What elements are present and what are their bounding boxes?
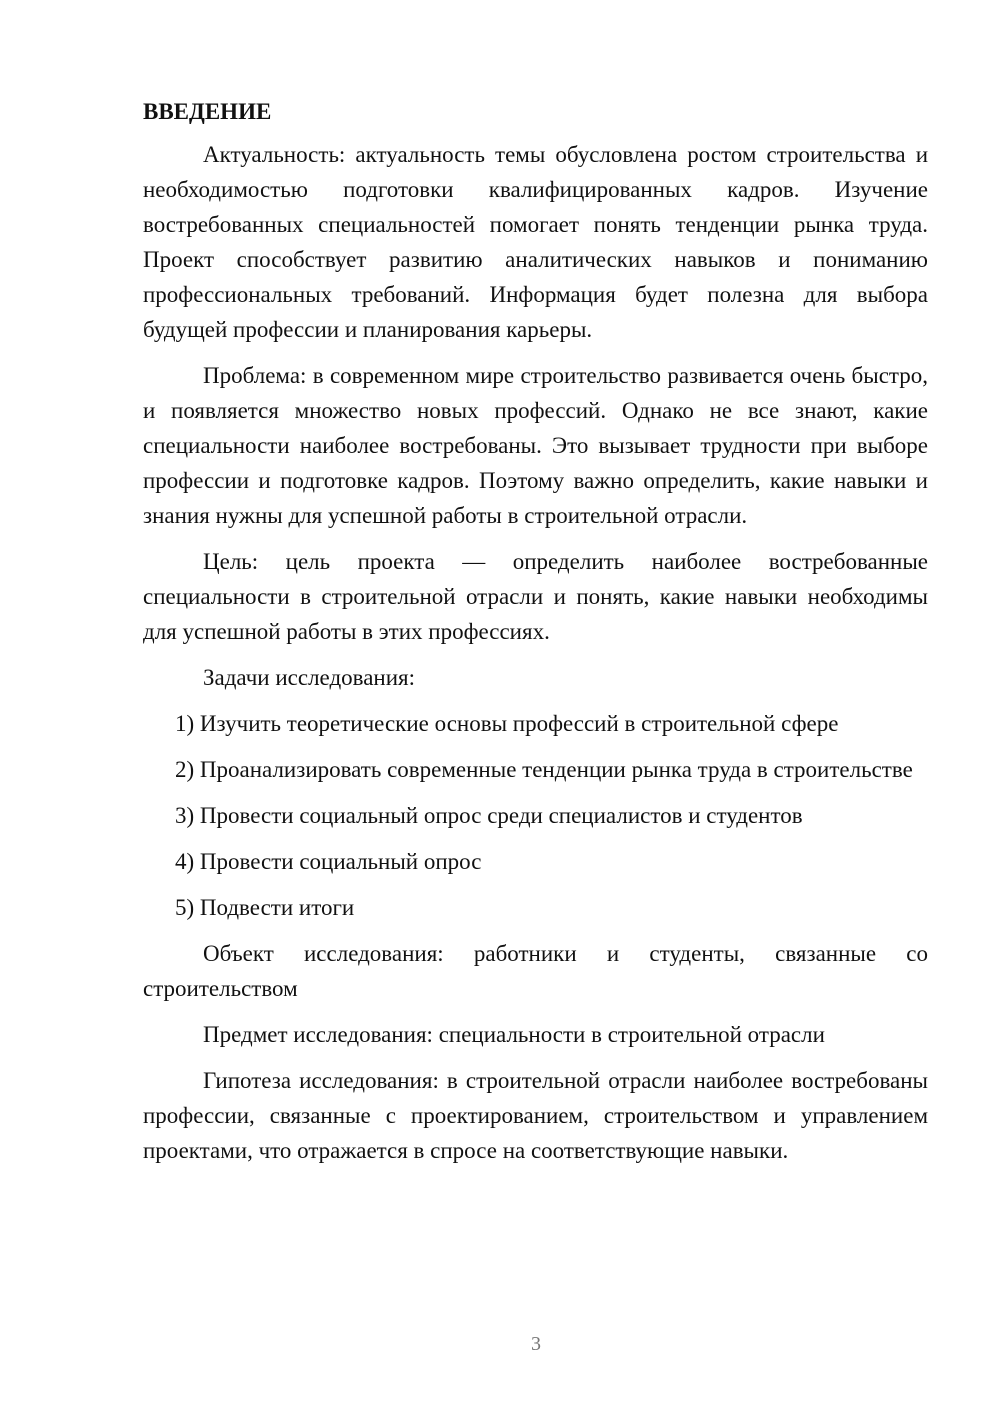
task-item-2: 2) Проанализировать современные тенденции рынка труда в строительстве bbox=[175, 757, 913, 782]
page-content bbox=[143, 94, 928, 1179]
task-item-1: 1) Изучить теоретические основы профессий в строительной сфере bbox=[175, 711, 839, 736]
paragraph-subject: Предмет исследования: специальности в строительной отрасли bbox=[203, 1022, 825, 1047]
task-item-4: 4) Провести социальный опрос bbox=[175, 849, 482, 874]
task-item-5: 5) Подвести итоги bbox=[175, 895, 355, 920]
tasks-heading: Задачи исследования: bbox=[203, 665, 416, 690]
page-number: 3 bbox=[531, 1333, 541, 1355]
paragraph-problem: Проблема: в современном мире строительство развивается очень быстро, и появляется множество новых профессий. Однако не все знают, какие специальности наиболее востребованы. Это вызывает трудности при выборе профессии и подготовке кадров. Поэтому важно определить, какие навыки и знания нужны для успешной работы в строительной отрасли. bbox=[143, 363, 928, 528]
task-item-3: 3) Провести социальный опрос среди специалистов и студентов bbox=[175, 803, 803, 828]
paragraph-object: Объект исследования: работники и студенты, связанные со строительством bbox=[143, 941, 928, 1001]
paragraph-goal: Цель: цель проекта — определить наиболее востребованные специальности в строительной отрасли и понять, какие навыки необходимы для успешной работы в этих профессиях. bbox=[143, 549, 928, 644]
paragraph-relevance: Актуальность: актуальность темы обусловлена ростом строительства и необходимостью подготовки квалифицированных кадров. Изучение востребованных специальностей помогает понять тенденции рынка труда. Проект способствует развитию аналитических навыков и пониманию профессиональных требований. Информация будет полезна для выбора будущей профессии и планирования карьеры. bbox=[143, 142, 928, 342]
paragraph-hypothesis: Гипотеза исследования: в строительной отрасли наиболее востребованы профессии, связанные с проектированием, строительством и управлением проектами, что отражается в спросе на соответствующие навыки. bbox=[143, 1068, 928, 1163]
section-title: ВВЕДЕНИЕ bbox=[143, 99, 272, 124]
